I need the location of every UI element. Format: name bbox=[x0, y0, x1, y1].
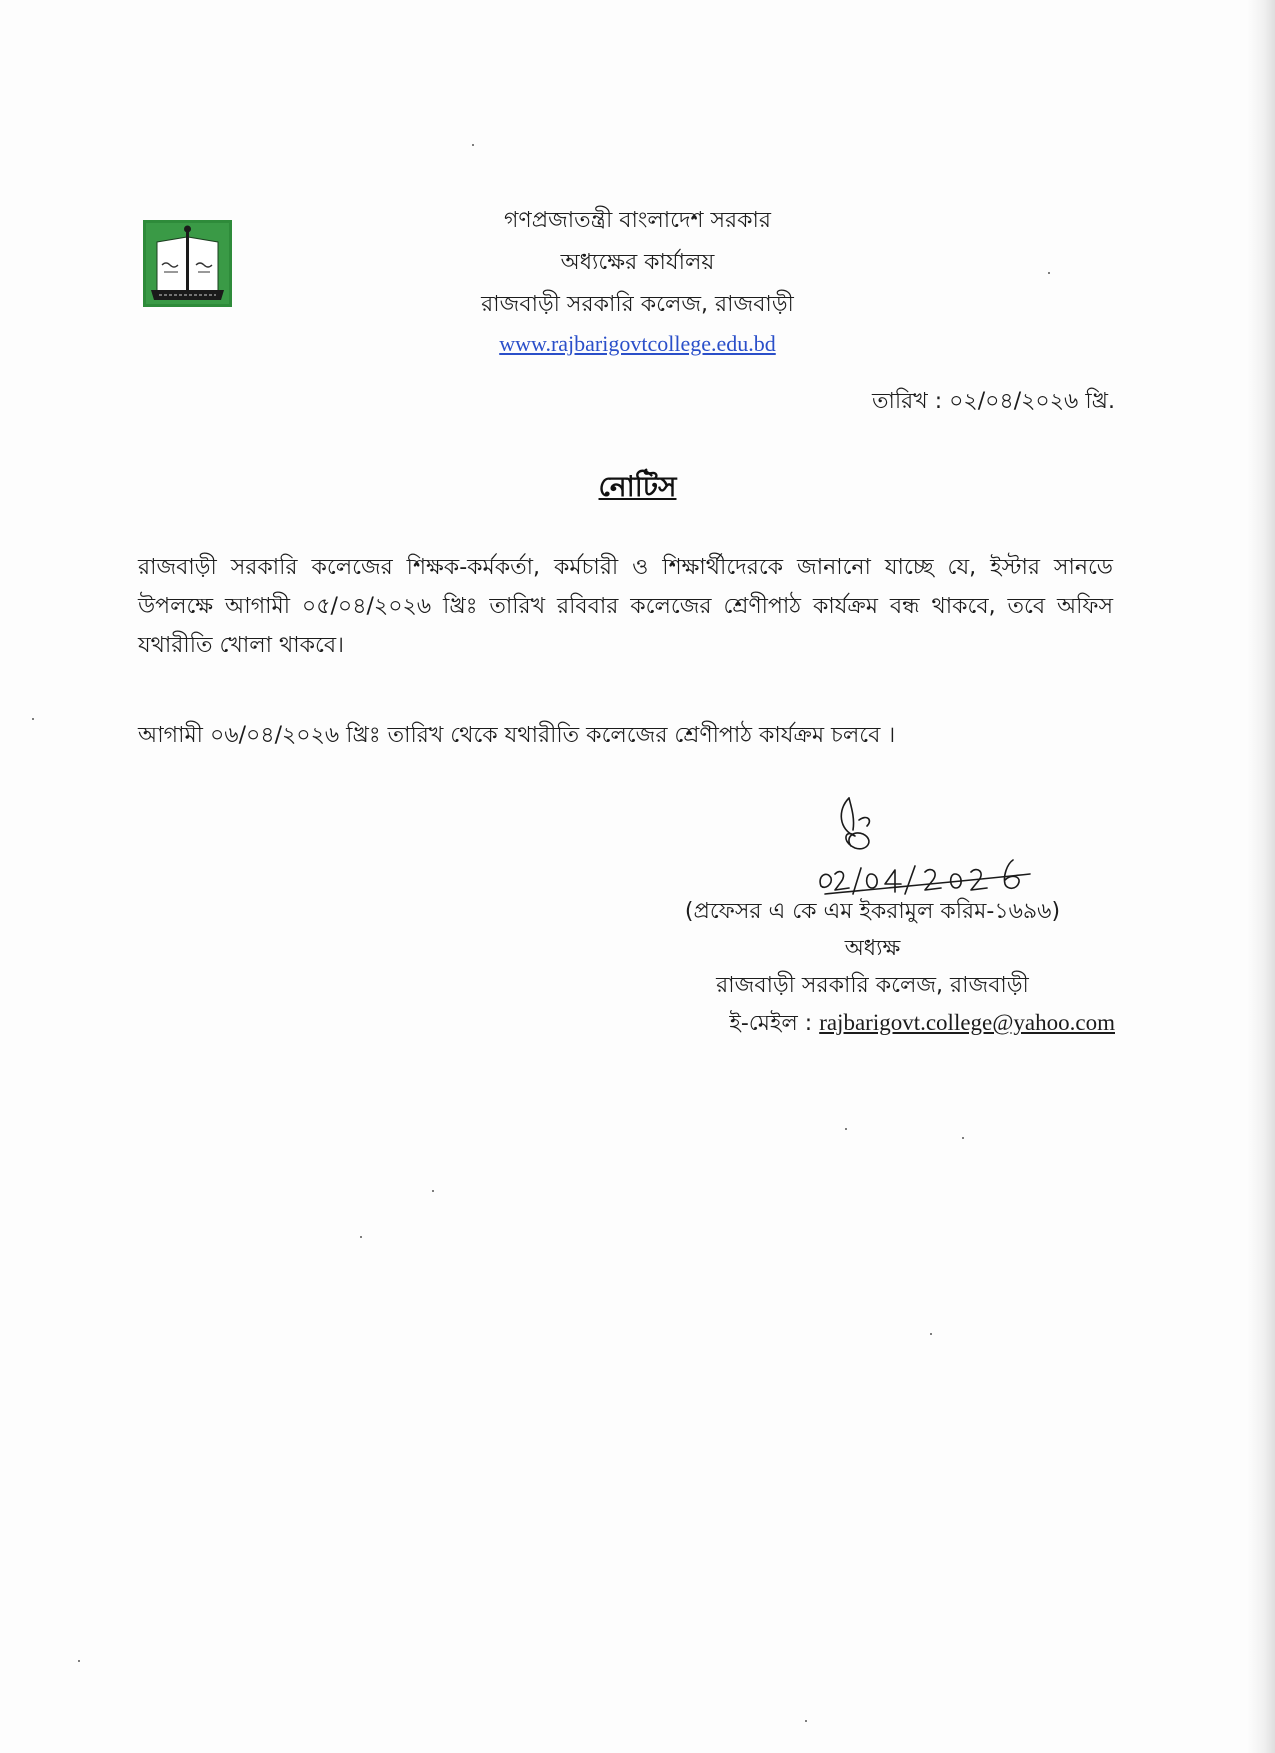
notice-paragraph-2: আগামী ০৬/০৪/২০২৬ খ্রিঃ তারিখ থেকে যথারীতি কলেজের শ্রেণীপাঠ কার্যক্রম চলবে । bbox=[138, 723, 896, 748]
office-name: অধ্যক্ষের কার্যালয় bbox=[560, 250, 715, 275]
scan-speck bbox=[930, 1333, 932, 1335]
government-name: গণপ্রজাতন্ত্রী বাংলাদেশ সরকার bbox=[503, 208, 772, 233]
notice-title: নোটিস bbox=[598, 470, 677, 503]
signatory-institution: রাজবাড়ী সরকারি কলেজ, রাজবাড়ী bbox=[716, 973, 1029, 998]
signatory-block bbox=[630, 893, 1115, 1042]
scan-speck bbox=[360, 1236, 362, 1238]
website-link[interactable]: www.rajbarigovtcollege.edu.bd bbox=[499, 331, 776, 356]
notice-date: তারিখ : ০২/০৪/২০২৬ খ্রি. bbox=[871, 389, 1115, 414]
signatory-designation: অধ্যক্ষ bbox=[844, 936, 901, 961]
email-line bbox=[630, 1004, 1115, 1042]
scan-speck bbox=[845, 1128, 847, 1130]
signatory-name: (প্রফেসর এ কে এম ইকরামুল করিম-১৬৯৬) bbox=[684, 899, 1061, 924]
handwritten-signature bbox=[815, 790, 1065, 900]
letterhead bbox=[0, 200, 1275, 362]
scan-speck bbox=[962, 1137, 964, 1139]
scan-speck bbox=[472, 144, 474, 146]
notice-paragraph-1: রাজবাড়ী সরকারি কলেজের শিক্ষক-কর্মকর্তা, কর্মচারী ও শিক্ষার্থীদেরকে জানানো যাচ্ছে যে, ইস্টার সানডে উপলক্ষে আগামী ০৫/০৪/২০২৬ খ্রিঃ তারিখ রবিবার কলেজের শ্রেণীপাঠ কার্যক্রম বন্ধ থাকবে, তবে অফিস যথারীতি খোলা থাকবে। bbox=[138, 555, 1113, 658]
college-name: রাজবাড়ী সরকারি কলেজ, রাজবাড়ী bbox=[481, 292, 794, 317]
scan-speck bbox=[432, 1190, 434, 1192]
scan-speck bbox=[78, 1660, 80, 1662]
scan-speck bbox=[1048, 272, 1050, 274]
email-link[interactable]: rajbarigovt.college@yahoo.com bbox=[819, 1010, 1115, 1035]
scan-speck bbox=[32, 718, 34, 720]
email-label: ই-মেইল : bbox=[729, 1011, 813, 1036]
scan-speck bbox=[805, 1720, 807, 1722]
